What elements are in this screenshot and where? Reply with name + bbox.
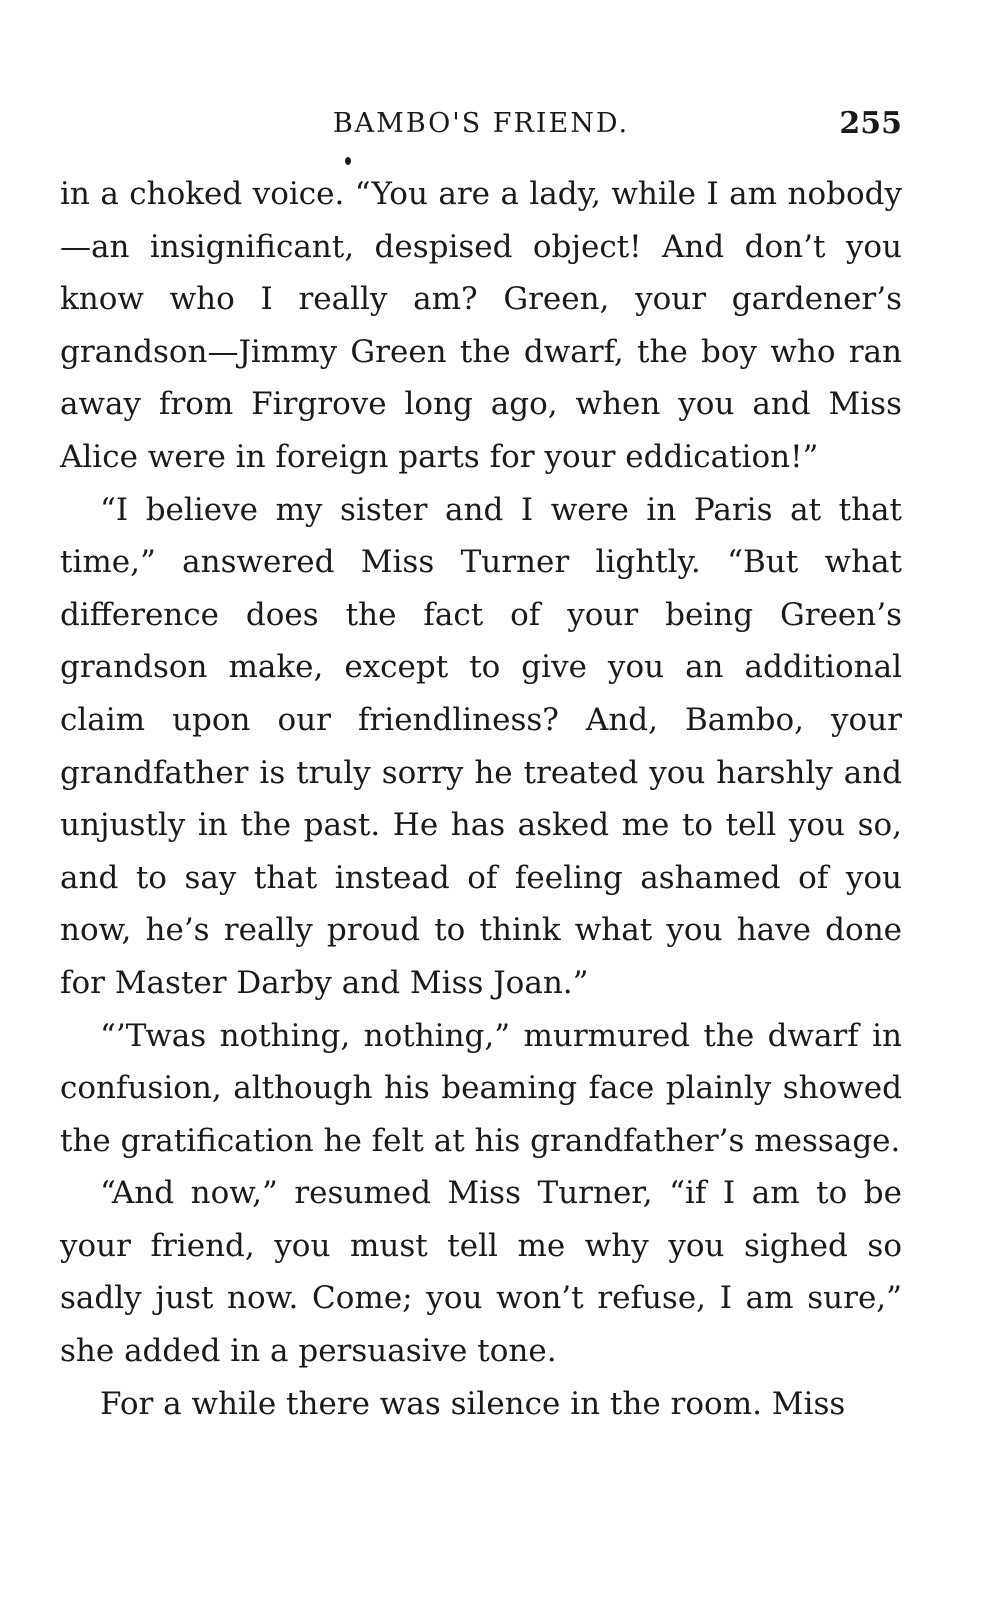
ink-speck [345,157,351,165]
body-text [60,168,902,1430]
paragraph-1: in a choked voice. “You are a lady, while I am nobody—an insignificant, despised object! And don’t you know who I really am? Green, your gardener’s grandson—Jimmy Green the dwarf, the boy who ran away from Firgrove long ago, when you and Miss Alice were in foreign parts for your eddication!” [60,176,902,475]
running-head [60,104,902,144]
paragraph-4: “And now,” resumed Miss Turner, “if I am to be your friend, you must tell me why you sighed so sadly just now. Come; you won’t refuse, I am sure,” she added in a persuasive tone. [60,1175,902,1370]
running-title: BAMBO'S FRIEND. [332,108,630,139]
paragraph-5: For a while there was silence in the room. Miss [100,1385,846,1422]
paragraph-2: “I believe my sister and I were in Paris at that time,” answered Miss Turner lightly. “But what difference does the fact of your being Green’s grandson make, except to give you an additional claim upon our friendliness? And, Bambo, your grandfather is truly sorry he treated you harshly and unjustly in the past. He has asked me to tell you so, and to say that instead of feeling ashamed of you now, he’s really proud to think what you have done for Master Darby and Miss Joan.” [60,491,902,1001]
paragraph-3: “’Twas nothing, nothing,” murmured the dwarf in confusion, although his beaming face plainly showed the gratification he felt at his grandfather’s message. [60,1017,902,1159]
page-number: 255 [839,106,902,141]
